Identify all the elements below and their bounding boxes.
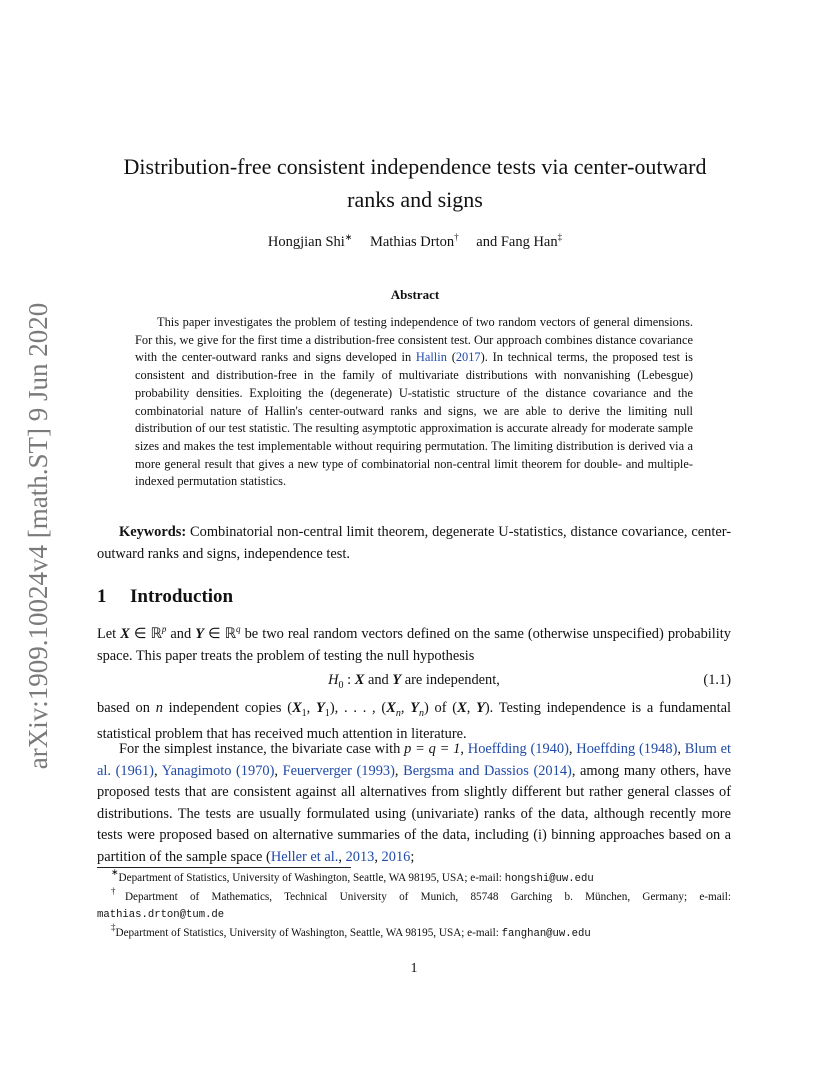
- author-name: Mathias Drton: [369, 234, 455, 250]
- citation-link[interactable]: Heller et al.: [270, 848, 339, 865]
- intro-paragraph-1: [97, 624, 731, 667]
- footnote-text: Department of Mathematics, Technical University of Munich, 85748 Garching b. München, Germany; e-mail:: [124, 890, 732, 903]
- footnote: [97, 921, 731, 944]
- paper-title: [90, 150, 740, 216]
- text-run: ) of (: [423, 700, 458, 716]
- footnote-mark: ∗: [111, 867, 119, 877]
- footnote-text: Department of Statistics, University of Washington, Seattle, WA 98195, USA; e-mail:: [115, 926, 502, 939]
- text-run: ,: [374, 848, 382, 865]
- section-heading: [97, 586, 233, 608]
- math-vector: X: [120, 626, 130, 642]
- math-vector: X: [457, 700, 467, 716]
- arxiv-identifier: arXiv:1909.10024v4 [math.ST] 9 Jun 2020: [23, 302, 53, 770]
- citation-link[interactable]: Hoeffding (1948): [576, 741, 678, 757]
- footnote: [97, 867, 731, 889]
- text-run: For the simplest instance, the bivariate case with: [119, 741, 405, 757]
- text-run: :: [343, 672, 355, 688]
- email-address[interactable]: hongshi@uw.edu: [504, 873, 594, 885]
- email-address[interactable]: mathias.drton@tum.de: [97, 909, 225, 922]
- citation-link[interactable]: Yanagimoto (1970): [161, 762, 275, 779]
- text-run: ,: [568, 741, 577, 757]
- footnote-text: Department of Statistics, University of Washington, Seattle, WA 98195, USA; e-mail:: [118, 872, 505, 884]
- footnote-mark: †: [111, 885, 125, 896]
- citation-link[interactable]: Feuerverger (1993): [282, 762, 395, 779]
- abstract-text: [135, 314, 693, 491]
- title-line-2: ranks and signs: [347, 187, 483, 212]
- footnotes: [97, 867, 732, 943]
- abstract-part: ). In technical terms, the proposed test is consistent and distribution-free in the family of multivariate distributions with nonvanishing (Lebesgue) probability densities. Exploiting the (degenerate) U-statistic structure of the distance covariance and the combinatorial nature of Hallin's center-outward ranks and signs, we are able to derive the limiting null distribution of our test statistic. The resulting asymptotic approximation is accurate already for moderate sample sizes and makes the test implementable without requiring permutation. The limiting distribution is derived via a more general result that gives a new type of combinatorial non-central limit theorem for double- and multiple-indexed permutation statistics.: [135, 350, 693, 489]
- equation-number: (1.1): [703, 672, 731, 688]
- text-run: ,: [460, 741, 468, 757]
- math-vector: X: [354, 672, 365, 688]
- citation-link[interactable]: 2016: [381, 848, 411, 865]
- author-name: Fang Han: [500, 234, 558, 250]
- text-run: ,: [153, 762, 162, 779]
- text-run: ,: [338, 848, 346, 865]
- math-vector: Y: [476, 700, 485, 716]
- citation-link[interactable]: Hallin: [415, 350, 447, 365]
- math-symbol: p: [161, 624, 167, 634]
- text-run: independent copies (: [162, 700, 293, 716]
- keywords-label: Keywords:: [119, 524, 187, 540]
- author-footnote-mark[interactable]: ∗: [344, 232, 353, 242]
- text-run: and: [166, 626, 196, 642]
- math-vector: Y: [392, 672, 402, 688]
- math-vector: Y: [410, 700, 419, 716]
- math-subscript: 0: [338, 679, 344, 691]
- citation-link[interactable]: Bergsma and Dassios (2014): [403, 762, 572, 779]
- footnote: [97, 885, 732, 925]
- abstract-part: This paper investigates the problem of testing independence of two random vectors of general dimensions. For this, we give for the first time a distribution-free consistent test. Our approach combines distance covariance with the center-outward ranks and signs developed in: [135, 315, 693, 365]
- footnote-divider: [97, 867, 351, 868]
- text-run: ∈ ℝ: [204, 626, 237, 642]
- abstract-part: (: [446, 350, 456, 365]
- math-vector: Y: [195, 626, 205, 642]
- math-subscript: n: [395, 707, 401, 719]
- math-subscript: n: [418, 707, 424, 719]
- keywords: [97, 522, 731, 565]
- author-conjunction: and: [476, 234, 498, 250]
- citation-link[interactable]: 2013: [345, 848, 375, 865]
- text-run: ). Testing independence is a fundamental statistical problem that has received much attention in literature.: [97, 700, 731, 743]
- keywords-text: Combinatorial non-central limit theorem, degenerate U-statistics, distance covariance, center-outward ranks and signs, independence test.: [97, 524, 731, 562]
- text-run: based on: [97, 700, 156, 716]
- text-run: ;: [410, 848, 415, 865]
- equation-1-1: [97, 672, 731, 694]
- author-footnote-mark[interactable]: ‡: [557, 232, 563, 242]
- math-vector: X: [386, 700, 396, 716]
- title-line-1: Distribution-free consistent independence tests via center-outward: [123, 154, 707, 179]
- section-title: Introduction: [130, 586, 234, 607]
- author-footnote-mark[interactable]: †: [454, 232, 459, 242]
- math-symbol: n: [155, 700, 163, 716]
- text-run: and: [364, 672, 393, 688]
- math-subscript: 1: [301, 707, 307, 719]
- text-run: ,: [466, 700, 477, 716]
- citation-link[interactable]: Blum et al. (1961): [97, 741, 731, 779]
- text-run: are independent,: [401, 672, 500, 688]
- text-run: Let: [97, 626, 121, 642]
- equation-body: [97, 672, 731, 691]
- section-number: 1: [97, 586, 107, 607]
- math-vector: Y: [316, 700, 325, 716]
- math-vector: X: [292, 700, 302, 716]
- text-run: ,: [306, 700, 317, 716]
- text-run: ,: [677, 741, 685, 757]
- math-symbol: H: [328, 672, 339, 688]
- text-run: ,: [394, 762, 404, 779]
- abstract-heading: Abstract: [390, 287, 440, 302]
- math-expression: p = q = 1: [404, 741, 461, 757]
- math-symbol: q: [236, 624, 241, 634]
- text-run: be two real random vectors defined on the same (otherwise unspecified) probability space. This paper treats the problem of testing the null hypothesis: [97, 626, 731, 664]
- text-run: ), . . . , (: [329, 700, 387, 716]
- author-name: Hongjian Shi: [267, 234, 345, 250]
- email-address[interactable]: fanghan@uw.edu: [501, 927, 591, 940]
- text-run: , among many others, have proposed tests that are consistent against all alternatives from slightly different but rather general classes of distributions. The tests are usually formulated using (univariate) ranks of the data, although recently more tests were proposed based on alternative summaries of the data, including (i) binning approaches based on a partition of the sample space (: [97, 762, 731, 865]
- text-run: ,: [400, 700, 411, 716]
- citation-link[interactable]: Hoeffding (1940): [467, 741, 569, 757]
- citation-link[interactable]: 2017: [455, 350, 481, 365]
- text-run: ∈ ℝ: [129, 626, 162, 642]
- page-number: 1: [410, 961, 418, 976]
- footnote-mark: ‡: [111, 921, 116, 932]
- intro-paragraph-3: [97, 739, 731, 868]
- math-subscript: 1: [324, 707, 330, 719]
- author-list: [90, 234, 740, 251]
- text-run: ,: [274, 762, 283, 779]
